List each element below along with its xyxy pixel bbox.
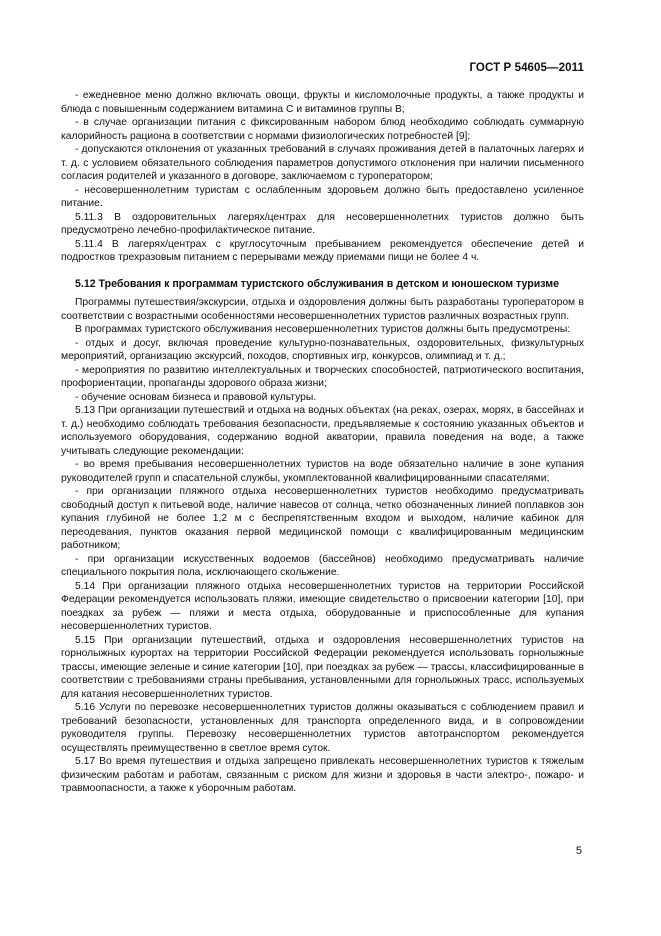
paragraph: Программы путешествия/экскурсии, отдыха и оздоровления должны быть разработаны туроператором в соответствии с возрастными особенностями несовершеннолетних туристов различных возрастных групп. [61, 297, 584, 322]
paragraph: - мероприятия по развитию интеллектуальных и творческих способностей, патриотического воспитания, профориентации, пропаганды здорового образа жизни; [61, 364, 584, 389]
paragraph: - обучение основам бизнеса и правовой культуры. [75, 391, 317, 403]
section-heading: 5.12 Требования к программам туристского обслуживания в детском и юношеском туризме [75, 277, 559, 290]
paragraph: - отдых и досуг, включая проведение культурно-познавательных, оздоровительных, физкультурных мероприятий, организацию экскурсий, походов, спортивных игр, конкурсов, олимпиад и т. д.; [61, 337, 584, 362]
paragraph: 5.13 При организации путешествий и отдыха на водных объектах (на реках, озерах, морях, в бассейнах и т. д.) необходимо соблюдать требования безопасности, предъявляемые к состоянию указанных объектов и используемого оборудования, содержанию водной акватории, правила поведения на воде, а также учитывать следующие рекомендации: [61, 405, 584, 457]
paragraph: 5.11.3 В оздоровительных лагерях/центрах для несовершеннолетних туристов должно быть предусмотрено лечебно-профилактическое питание. [61, 211, 584, 236]
paragraph: 5.14 При организации пляжного отдыха несовершеннолетних туристов на территории Российской Федерации рекомендуется использовать пляжи, имеющие свидетельство о присвоении категории [10], при поездках за рубеж — пляжи и места отдыха, оборудованные и приспособленные для купания несовершеннолетних туристов. [61, 580, 584, 632]
paragraph: - допускаются отклонения от указанных требований в случаях проживания детей в палаточных лагерях и т. д. с условием обязательного соблюдения параметров допустимого отклонения при наличии письменного согласия родителей и указанного в договоре, заключаемом с туроператором; [61, 144, 584, 182]
paragraph: 5.15 При организации путешествий, отдыха и оздоровления несовершеннолетних туристов на горнолыжных курортах на территории Российской Федерации рекомендуется использовать горнолыжные трассы, имеющие зеленые и синие категории [10], при поездках за рубеж — трассы, классифицированные в соответствии с требованиями страны пребывания, установленными для горнолыжных трасс, используемых для катания несовершеннолетних туристов. [61, 634, 584, 700]
paragraph: - в случае организации питания с фиксированным набором блюд необходимо соблюдать суммарную калорийность рациона в соответствии с нормами физиологических потребностей [9]; [61, 117, 584, 142]
paragraph: - несовершеннолетним туристам с ослабленным здоровьем должно быть предоставлено усиленное питание. [61, 184, 584, 209]
paragraph: - ежедневное меню должно включать овощи, фрукты и кисломолочные продукты, а также продукты и блюда с повышенным содержанием витамина С и витаминов группы В; [61, 90, 584, 115]
paragraph: - во время пребывания несовершеннолетних туристов на воде обязательно наличие в зоне купания руководителей групп и спасательной службы, укомплектованной квалифицированными спасателями; [61, 459, 584, 484]
document-code-header: ГОСТ Р 54605—2011 [469, 62, 584, 74]
paragraph: - при организации искусственных водоемов (бассейнов) необходимо предусматривать наличие специального покрытия пола, исключающего скольжение. [61, 553, 584, 578]
main-text [61, 89, 584, 796]
paragraph: 5.17 Во время путешествия и отдыха запрещено привлекать несовершеннолетних туристов к тяжелым физическим работам и работам, связанным с риском для жизни и здоровья в части электро-, пожаро- и травмоопасности, а также к уборочным работам. [61, 756, 584, 794]
paragraph: В программах туристского обслуживания несовершеннолетних туристов должны быть предусмотрены: [75, 324, 571, 335]
paragraph: 5.16 Услуги по перевозке несовершеннолетних туристов должны оказываться с соблюдением правил и требований безопасности, установленных для транспорта определенного вида, и в сопровождении руководителя группы. Перевозку несовершеннолетних туристов автотранспортом рекомендуется осуществлять преимущественно в светлое время суток. [61, 702, 584, 754]
paragraph: - при организации пляжного отдыха несовершеннолетних туристов необходимо предусматривать свободный доступ к питьевой воде, наличие навесов от солнца, четко обозначенных линией поплавков зон купания глубиной не более 1,2 м с беспрепятственным входом и выходом, наличие кабинок для переодевания, пунктов оказания первой медицинской помощи с квалифицированным медицинским работником; [61, 486, 584, 551]
paragraph: 5.11.4 В лагерях/центрах с круглосуточным пребыванием рекомендуется обеспечение детей и подростков трехразовым питанием с перерывами между приемами пищи не более 4 ч. [61, 238, 584, 263]
page-number: 5 [575, 845, 582, 857]
